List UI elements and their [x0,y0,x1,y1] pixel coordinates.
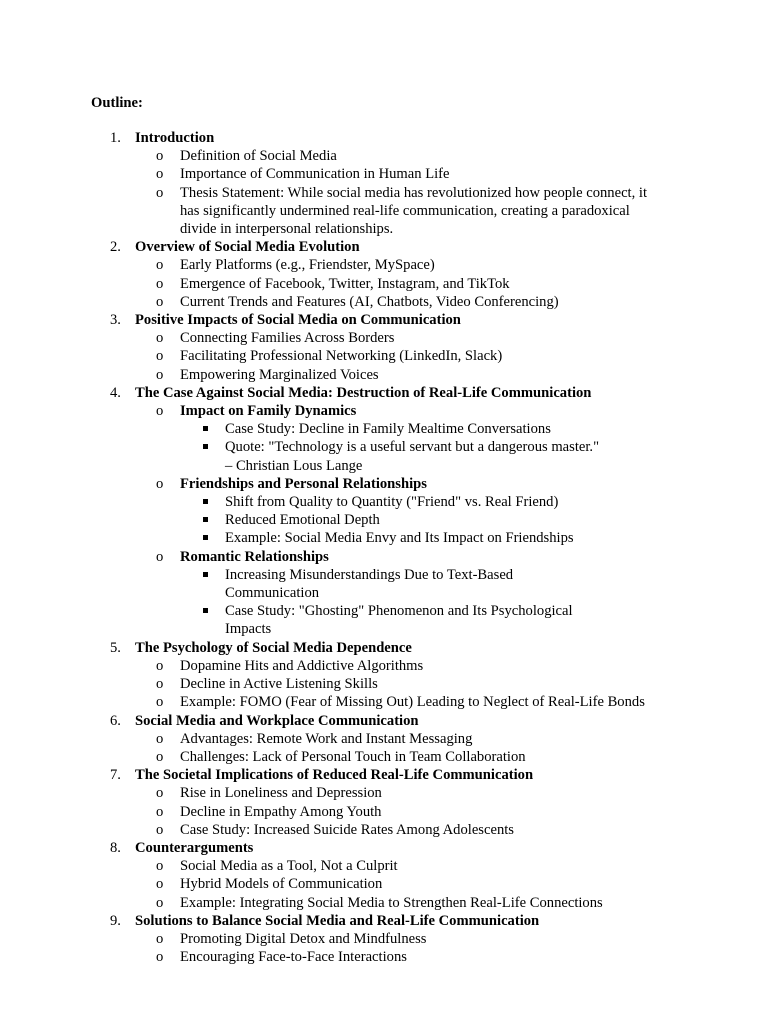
bullet-o-icon: o [156,876,164,893]
detail-text: Shift from Quality to Quantity ("Friend" vs. Real Friend) [225,494,559,511]
subsection-item [156,366,768,384]
subsection-text: Example: Integrating Social Media to Strengthen Real-Life Connections [180,894,603,911]
section-number: 9. [110,912,121,929]
subsection-text: Decline in Active Listening Skills [180,676,378,693]
outline-section [0,238,768,311]
bullet-o-icon: o [156,275,164,292]
bullet-o-icon: o [156,293,164,310]
outline-section [0,766,768,839]
bullet-o-icon: o [156,785,164,802]
subsection-item [156,329,768,347]
subsection-text: Encouraging Face-to-Face Interactions [180,949,407,966]
subsection-item [156,894,768,912]
section-number: 6. [110,712,121,729]
subsection-item [156,857,768,875]
subsection-list [135,857,768,912]
section-title: Introduction [135,130,215,146]
detail-list [180,420,668,475]
outline-section [0,384,768,639]
subsection-item [156,475,768,548]
subsection-text: Impact on Family Dynamics [180,403,357,420]
detail-text: Reduced Emotional Depth [225,512,380,529]
subsection-text: Example: FOMO (Fear of Missing Out) Leading to Neglect of Real-Life Bonds [180,694,645,711]
subsection-item [156,948,768,966]
bullet-o-icon: o [156,803,164,820]
section-number: 7. [110,767,121,784]
subsection-text: Facilitating Professional Networking (LinkedIn, Slack) [180,348,503,365]
bullet-o-icon: o [156,148,164,165]
subsection-item [156,784,768,802]
subsection-list [135,402,768,639]
detail-item [225,420,668,438]
subsection-text: Emergence of Facebook, Twitter, Instagram, and TikTok [180,275,510,292]
detail-text: Quote: "Technology is a useful servant but a dangerous master." – Christian Lous Lange [225,439,600,474]
subsection-item [156,803,768,821]
detail-item [225,566,668,602]
subsection-item [156,275,768,293]
subsection-item [156,821,768,839]
section-title: Positive Impacts of Social Media on Communication [135,312,461,329]
subsection-item [156,730,768,748]
detail-list [180,566,668,639]
detail-list [180,493,668,548]
subsection-text: Connecting Families Across Borders [180,330,395,347]
subsection-item [156,293,768,311]
bullet-o-icon: o [156,657,164,674]
subsection-list [135,329,768,384]
subsection-item [156,165,768,183]
bullet-o-icon: o [156,348,164,365]
subsection-text: Dopamine Hits and Addictive Algorithms [180,657,424,674]
detail-item [225,511,668,529]
bullet-o-icon: o [156,475,164,492]
subsection-list [135,930,768,966]
bullet-square-icon [203,572,208,577]
subsection-item [156,402,768,475]
subsection-item [156,548,768,639]
section-title: Counterarguments [135,839,254,856]
outline-section [0,712,768,767]
bullet-o-icon: o [156,821,164,838]
subsection-text: Romantic Relationships [180,548,329,565]
section-number: 5. [110,639,121,656]
bullet-o-icon: o [156,184,164,201]
subsection-list [135,256,768,311]
subsection-item [156,147,768,165]
outline-heading: Outline: [91,95,143,111]
subsection-text: Current Trends and Features (AI, Chatbots, Video Conferencing) [180,293,559,310]
outline-section [0,839,768,912]
bullet-o-icon: o [156,548,164,565]
outline-section [0,912,768,967]
subsection-text: Thesis Statement: While social media has revolutionized how people connect, it has significantly undermined real-life communication, creating a paradoxical divide in interpersonal relationships. [180,184,648,238]
bullet-square-icon [203,426,208,431]
subsection-text: Importance of Communication in Human Life [180,166,450,183]
subsection-list [135,730,768,766]
section-title: Solutions to Balance Social Media and Real-Life Communication [135,912,540,929]
subsection-text: Early Platforms (e.g., Friendster, MySpace) [180,257,435,274]
subsection-text: Advantages: Remote Work and Instant Messaging [180,730,473,747]
section-number: 1. [110,130,121,146]
outline-section [0,129,768,238]
bullet-square-icon [203,608,208,613]
section-number: 3. [110,312,121,329]
outline-list [0,129,768,966]
subsection-text: Promoting Digital Detox and Mindfulness [180,930,427,947]
outline-section [0,639,768,712]
bullet-o-icon: o [156,894,164,911]
subsection-item [156,184,768,239]
section-number: 8. [110,839,121,856]
section-title: The Societal Implications of Reduced Real-Life Communication [135,767,534,784]
subsection-list [135,147,768,238]
bullet-square-icon [203,535,208,540]
subsection-item [156,347,768,365]
subsection-item [156,930,768,948]
bullet-o-icon: o [156,730,164,747]
subsection-text: Definition of Social Media [180,148,337,165]
subsection-item [156,693,768,711]
subsection-item [156,875,768,893]
detail-text: Increasing Misunderstandings Due to Text-Based Communication [225,566,514,602]
section-title: The Psychology of Social Media Dependence [135,639,412,656]
subsection-text: Rise in Loneliness and Depression [180,785,382,802]
bullet-o-icon: o [156,257,164,274]
detail-item [225,438,668,474]
section-title: The Case Against Social Media: Destruction of Real-Life Communication [135,384,592,401]
subsection-list [135,784,768,839]
bullet-o-icon: o [156,748,164,765]
detail-item [225,602,668,638]
outline-section [0,311,768,384]
detail-text: Example: Social Media Envy and Its Impact on Friendships [225,530,574,547]
subsection-text: Hybrid Models of Communication [180,876,383,893]
subsection-text: Challenges: Lack of Personal Touch in Team Collaboration [180,748,526,765]
section-title: Overview of Social Media Evolution [135,239,360,256]
bullet-o-icon: o [156,949,164,966]
bullet-square-icon [203,444,208,449]
subsection-text: Case Study: Increased Suicide Rates Among Adolescents [180,821,514,838]
bullet-o-icon: o [156,330,164,347]
bullet-square-icon [203,517,208,522]
subsection-text: Social Media as a Tool, Not a Culprit [180,858,398,875]
bullet-o-icon: o [156,366,164,383]
detail-text: Case Study: "Ghosting" Phenomenon and Its Psychological Impacts [225,603,573,638]
detail-item [225,493,668,511]
bullet-o-icon: o [156,676,164,693]
subsection-item [156,675,768,693]
section-number: 4. [110,384,121,401]
bullet-o-icon: o [156,858,164,875]
subsection-text: Friendships and Personal Relationships [180,475,427,492]
detail-item [225,529,668,547]
bullet-o-icon: o [156,930,164,947]
section-number: 2. [110,239,121,256]
section-title: Social Media and Workplace Communication [135,712,419,729]
bullet-o-icon: o [156,694,164,711]
subsection-text: Decline in Empathy Among Youth [180,803,382,820]
subsection-list [135,657,768,712]
subsection-item [156,256,768,274]
bullet-o-icon: o [156,403,164,420]
subsection-item [156,748,768,766]
bullet-square-icon [203,499,208,504]
subsection-item [156,657,768,675]
detail-text: Case Study: Decline in Family Mealtime Conversations [225,421,551,438]
subsection-text: Empowering Marginalized Voices [180,366,379,383]
bullet-o-icon: o [156,166,164,183]
